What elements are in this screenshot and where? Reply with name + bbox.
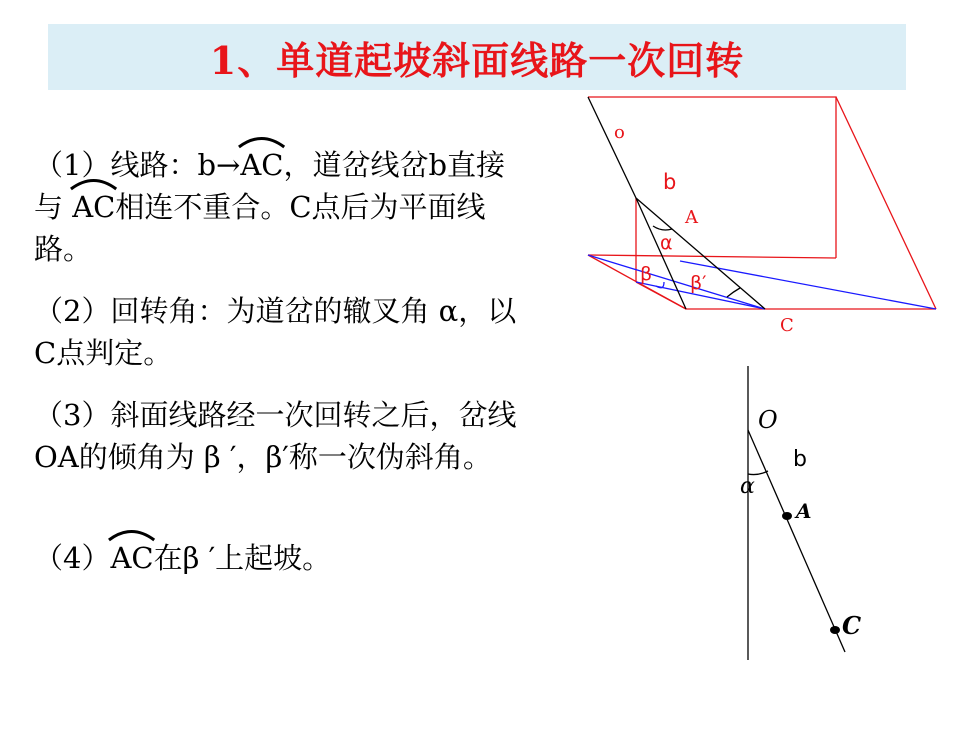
- label-alpha: α: [660, 232, 673, 254]
- plan-label-C: C: [842, 611, 862, 640]
- ramp-text-b: 在β ′上起坡。: [153, 541, 332, 575]
- route-text-a: （1）线路：b→: [34, 148, 241, 182]
- label-C: C: [780, 315, 794, 336]
- ramp-text-a: （4）: [34, 541, 111, 575]
- label-A: A: [685, 207, 698, 228]
- arc-ac-label: AC: [240, 148, 284, 182]
- plan-label-b: b: [793, 447, 807, 472]
- paragraph-pseudo-slope: （3）斜面线路经一次回转之后，岔线OA的倾角为 β ′，β′称一次伪斜角。: [34, 398, 517, 474]
- page-title: 1、单道起坡斜面线路一次回转: [209, 37, 745, 83]
- label-beta: β: [640, 263, 653, 285]
- arc-ac-label-3: AC: [110, 541, 154, 575]
- point-A-dot: [782, 512, 792, 520]
- plan-label-A: A: [796, 499, 812, 523]
- arc-ac-label-2: AC: [72, 190, 116, 224]
- plan-label-alpha: α: [740, 474, 755, 499]
- label-beta-prime: β′: [690, 272, 707, 294]
- plan-label-O: O: [758, 406, 778, 434]
- label-b: b: [663, 170, 677, 194]
- point-C-dot: [830, 626, 840, 634]
- route-text-b: ，道岔线岔b直接与: [34, 148, 506, 224]
- label-o: o: [614, 122, 625, 143]
- route-text-c: 相连不重合。C点后为平面线路。: [34, 190, 486, 266]
- paragraph-turn-angle: （2）回转角：为道岔的辙叉角 α，以C点判定。: [34, 294, 517, 370]
